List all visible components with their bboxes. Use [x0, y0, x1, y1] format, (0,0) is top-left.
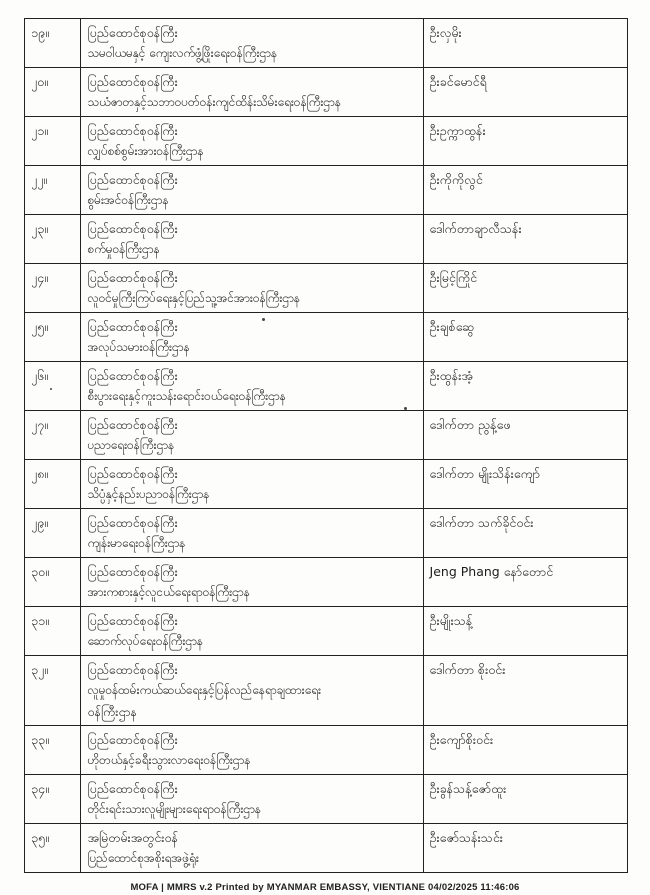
office-holder: ဦးခင်မောင်ရီ [423, 68, 627, 117]
table-row [25, 166, 628, 215]
scan-speck [50, 388, 52, 390]
post-title: ပြည်ထောင်စုဝန်ကြီး [87, 613, 178, 628]
row-number: ၂၈။ [25, 460, 81, 509]
office-holder: ဦးကျော်စိုးဝင်း [423, 726, 627, 775]
ministry-name: ဟိုတယ်နှင့်ခရီးသွားလာရေးဝန်ကြီးဌာန [87, 753, 251, 767]
row-number: ၂၆။ [25, 362, 81, 411]
ministry-name: သယံဇာတနှင့်သဘာဝပတ်ဝန်းကျင်ထိန်းသိမ်းရေးဝန်ကြီးဌာန [87, 95, 341, 109]
post-title: ပြည်ထောင်စုဝန်ကြီး [87, 221, 178, 236]
office-holder: ဒေါက်တာ စိုးဝင်း [423, 656, 627, 726]
table-row [25, 215, 628, 264]
post-title: ပြည်ထောင်စုဝန်ကြီး [87, 564, 178, 579]
row-number: ၂၁။ [25, 117, 81, 166]
row-number: ၂၉။ [25, 509, 81, 558]
post-cell [81, 362, 423, 411]
post-title: ပြည်ထောင်စုဝန်ကြီး [87, 123, 178, 138]
office-holder: ဒေါက်တာ မျိုးသိန်းကျော် [423, 460, 627, 509]
post-cell [81, 558, 423, 607]
office-holder: ဦးဇော်သန်းသင်း [423, 824, 627, 873]
document-sheet [24, 18, 628, 873]
post-cell [81, 117, 423, 166]
row-number: ၂၇။ [25, 411, 81, 460]
ministry-name: လူဝင်မှုကြီးကြပ်ရေးနှင့်ပြည်သူ့အင်အားဝန်ကြီးဌာန [87, 291, 300, 305]
post-title: ပြည်ထောင်စုဝန်ကြီး [87, 319, 178, 334]
office-holder: ဒေါက်တာချာလီသန်း [423, 215, 627, 264]
office-holder: ဦးချစ်ဆွေ [423, 313, 627, 362]
table-row [25, 19, 628, 68]
ministry-name: အလုပ်သမားဝန်ကြီးဌာန [87, 340, 190, 354]
ministry-name: လူမှုဝန်ထမ်းကယ်ဆယ်ရေးနှင့်ပြန်လည်နေရာချထားရေး [87, 683, 321, 697]
post-title: ပြည်ထောင်စုဝန်ကြီး [87, 662, 178, 677]
row-number: ၁၉။ [25, 19, 81, 68]
row-number: ၂၄။ [25, 264, 81, 313]
office-holder: ဒေါက်တာ သက်ခိုင်ဝင်း [423, 509, 627, 558]
post-cell [81, 166, 423, 215]
table-row [25, 726, 628, 775]
office-holder: ဦးခွန်သန့်ဇော်ထူး [423, 775, 627, 824]
ministry-name: စွမ်းအင်ဝန်ကြီးဌာန [87, 193, 169, 207]
office-holder: ဒေါက်တာ ညွန့်ဖေ [423, 411, 627, 460]
row-number: ၃၂။ [25, 656, 81, 726]
ministry-name: အားကစားနှင့်လူငယ်ရေးရာဝန်ကြီးဌာန [87, 585, 250, 599]
post-title: ပြည်ထောင်စုဝန်ကြီး [87, 25, 178, 40]
office-holder: ဦးဥက္ကာထွန်း [423, 117, 627, 166]
post-cell [81, 509, 423, 558]
post-cell [81, 411, 423, 460]
post-title: ပြည်ထောင်စုဝန်ကြီး [87, 417, 178, 432]
post-cell [81, 656, 423, 726]
table-row [25, 68, 628, 117]
table-row [25, 656, 628, 726]
office-holder: ဦးလှမိုး [423, 19, 627, 68]
post-title: ပြည်ထောင်စုဝန်ကြီး [87, 466, 178, 481]
post-cell [81, 19, 423, 68]
row-number: ၂၂။ [25, 166, 81, 215]
post-title: ပြည်ထောင်စုဝန်ကြီး [87, 368, 178, 383]
row-number: ၃၀။ [25, 558, 81, 607]
table-row [25, 362, 628, 411]
row-number: ၃၁။ [25, 607, 81, 656]
table-row [25, 117, 628, 166]
post-title: ပြည်ထောင်စုဝန်ကြီး [87, 172, 178, 187]
office-holder: Jeng Phang နော်တောင် [423, 558, 627, 607]
post-cell [81, 68, 423, 117]
office-holder: ဦးမျိုးသန့် [423, 607, 627, 656]
print-footer: MOFA | MMRS v.2 Printed by MYANMAR EMBASSY, VIENTIANE 04/02/2025 11:46:06 [130, 882, 520, 893]
ministers-table-body [25, 19, 628, 873]
row-number: ၃၃။ [25, 726, 81, 775]
table-row [25, 264, 628, 313]
post-title: အမြဲတမ်းအတွင်းဝန် [87, 830, 178, 845]
scan-speck [262, 318, 265, 321]
post-title: ပြည်ထောင်စုဝန်ကြီး [87, 74, 178, 89]
office-holder: ဦးမြင့်ကြိုင် [423, 264, 627, 313]
row-number: ၃၅။ [25, 824, 81, 873]
ministry-name: တိုင်းရင်းသားလူမျိုးများရေးရာဝန်ကြီးဌာန [87, 802, 261, 816]
ministry-name: ဆောက်လုပ်ရေးဝန်ကြီးဌာန [87, 634, 203, 648]
post-cell [81, 460, 423, 509]
office-holder: ဦးထွန်းအံ့ [423, 362, 627, 411]
post-cell [81, 313, 423, 362]
scan-speck [627, 318, 629, 320]
post-cell [81, 607, 423, 656]
ministry-name: သမဝါယမနှင့် ကျေးလက်ဖွံ့ဖြိုးရေးဝန်ကြီးဌာန [87, 46, 278, 60]
ministry-name: သိပ္ပံနှင့်နည်းပညာဝန်ကြီးဌာန [87, 487, 210, 501]
table-row [25, 460, 628, 509]
ministers-table [24, 18, 628, 873]
table-row [25, 824, 628, 873]
scan-speck [404, 407, 407, 410]
table-row [25, 607, 628, 656]
row-number: ၂၃။ [25, 215, 81, 264]
office-holder: ဦးကိုကိုလွင် [423, 166, 627, 215]
ministry-name: ကျန်းမာရေးဝန်ကြီးဌာန [87, 536, 186, 550]
ministry-name: ပြည်ထောင်စုအစိုးရအဖွဲ့ရုံး [87, 851, 199, 865]
post-cell [81, 726, 423, 775]
post-cell [81, 264, 423, 313]
table-row [25, 558, 628, 607]
row-number: ၂၅။ [25, 313, 81, 362]
row-number: ၂၀။ [25, 68, 81, 117]
table-row [25, 411, 628, 460]
ministry-name: လျှပ်စစ်စွမ်းအားဝန်ကြီးဌာန [87, 144, 204, 158]
post-title: ပြည်ထောင်စုဝန်ကြီး [87, 515, 178, 530]
ministry-name: စက်မှုဝန်ကြီးဌာန [87, 242, 160, 256]
post-title: ပြည်ထောင်စုဝန်ကြီး [87, 781, 178, 796]
post-cell [81, 775, 423, 824]
row-number: ၃၄။ [25, 775, 81, 824]
ministry-name-continued: ဝန်ကြီးဌာန [87, 704, 138, 719]
post-title: ပြည်ထောင်စုဝန်ကြီး [87, 270, 178, 285]
post-title: ပြည်ထောင်စုဝန်ကြီး [87, 732, 178, 747]
table-row [25, 509, 628, 558]
table-row [25, 313, 628, 362]
post-cell [81, 824, 423, 873]
table-row [25, 775, 628, 824]
post-cell [81, 215, 423, 264]
ministry-name: စီးပွားရေးနှင့်ကူးသန်းရောင်းဝယ်ရေးဝန်ကြီးဌာန [87, 389, 286, 403]
ministry-name: ပညာရေးဝန်ကြီးဌာန [87, 438, 175, 452]
